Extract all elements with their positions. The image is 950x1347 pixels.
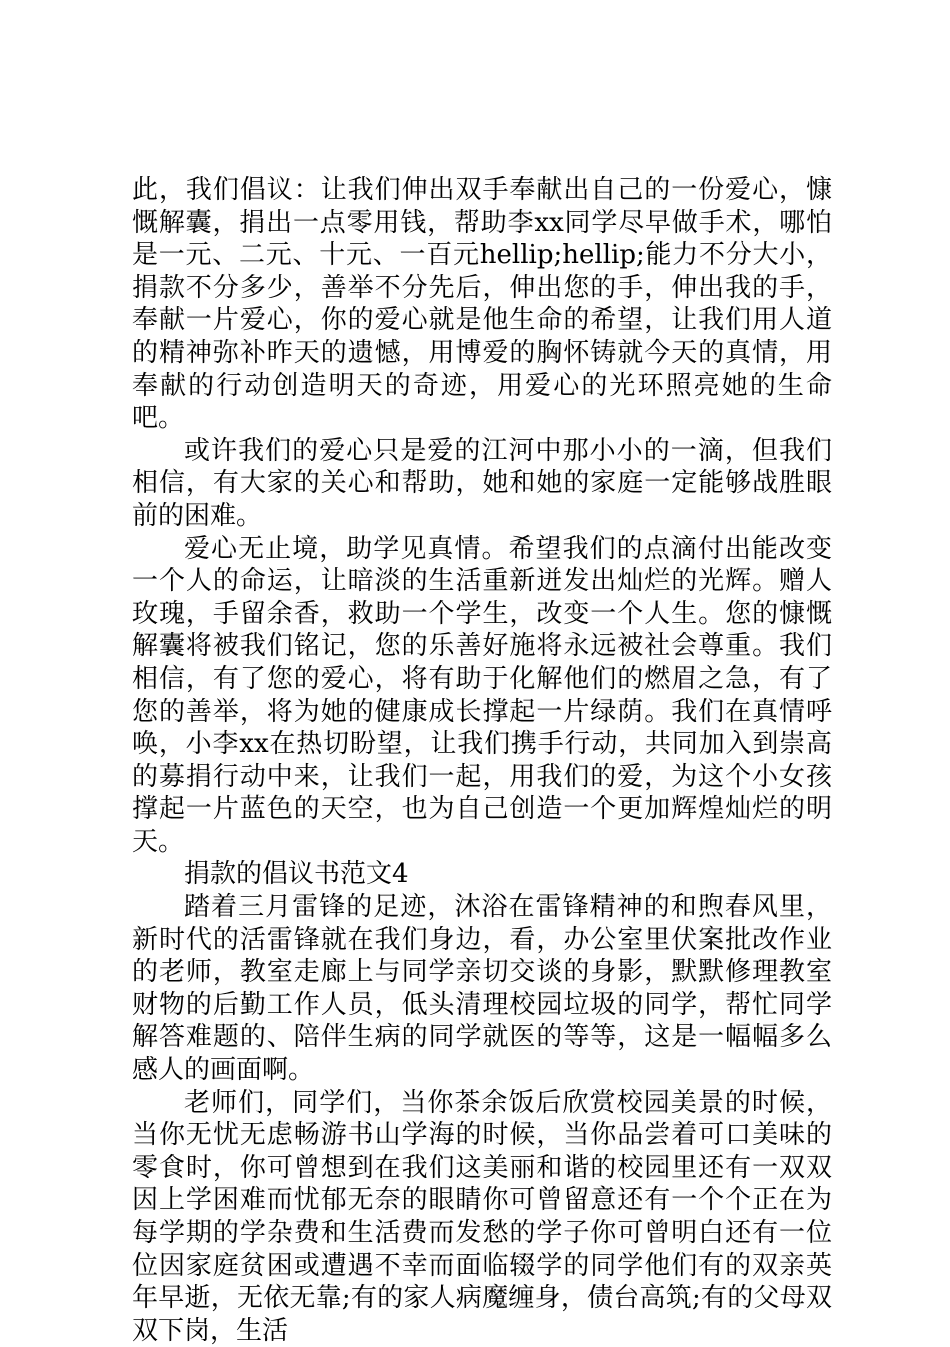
document-body <box>132 174 832 1347</box>
paragraph-love-no-limit: 爱心无止境，助学见真情。希望我们的点滴付出能改变一个人的命运，让暗淡的生活重新迸发出灿烂的光辉。赠人玫瑰，手留余香，救助一个学生，改变一个人生。您的慷慨解囊将被我们铭记，您的乐善好施将永远被社会尊重。我们相信，有了您的爱心，将有助于化解他们的燃眉之急，有了您的善举，将为她的健康成长撑起一片绿荫。我们在真情呼唤，小李xx在热切盼望，让我们携手行动，共同加入到崇高的募捐行动中来，让我们一起，用我们的爱，为这个小女孩撑起一片蓝色的天空，也为自己创造一个更加辉煌灿烂的明天。 <box>132 533 832 857</box>
paragraph-small-drop: 或许我们的爱心只是爱的江河中那小小的一滴，但我们相信，有大家的关心和帮助，她和她的家庭一定能够战胜眼前的困难。 <box>132 435 832 531</box>
paragraph-appeal-donation: 此，我们倡议：让我们伸出双手奉献出自己的一份爱心，慷慨解囊，捐出一点零用钱，帮助李xx同学尽早做手术，哪怕是一元、二元、十元、一百元hellip;hellip;能力不分大小，捐款不分多少，善举不分先后，伸出您的手，伸出我的手，奉献一片爱心，你的爱心就是他生命的希望，让我们用人道的精神弥补昨天的遗憾，用博爱的胸怀铸就今天的真情，用奉献的行动创造明天的奇迹，用爱心的光环照亮她的生命吧。 <box>132 175 832 434</box>
paragraph-teachers-students: 老师们，同学们，当你茶余饭后欣赏校园美景的时候，当你无忧无虑畅游书山学海的时候，当你品尝着可口美味的零食时，你可曾想到在我们这美丽和谐的校园里还有一双双因上学困难而忧郁无奈的眼睛你可曾留意还有一个个正在为每学期的学杂费和生活费而发愁的学子你可曾明白还有一位位因家庭贫困或遭遇不幸而面临辍学的同学他们有的双亲英年早逝，无依无靠;有的家人病魔缠身，债台高筑;有的父母双双下岗，生活 <box>132 1087 832 1346</box>
paragraph-lei-feng: 踏着三月雷锋的足迹，沐浴在雷锋精神的和煦春风里，新时代的活雷锋就在我们身边，看，办公室里伏案批改作业的老师，教室走廊上与同学亲切交谈的身影，默默修理教室财物的后勤工作人员，低头清理校园垃圾的同学，帮忙同学解答难题的、陪伴生病的同学就医的等等，这是一幅幅多么感人的画面啊。 <box>132 892 832 1086</box>
section-heading-sample-4: 捐款的倡议书范文4 <box>184 859 409 890</box>
